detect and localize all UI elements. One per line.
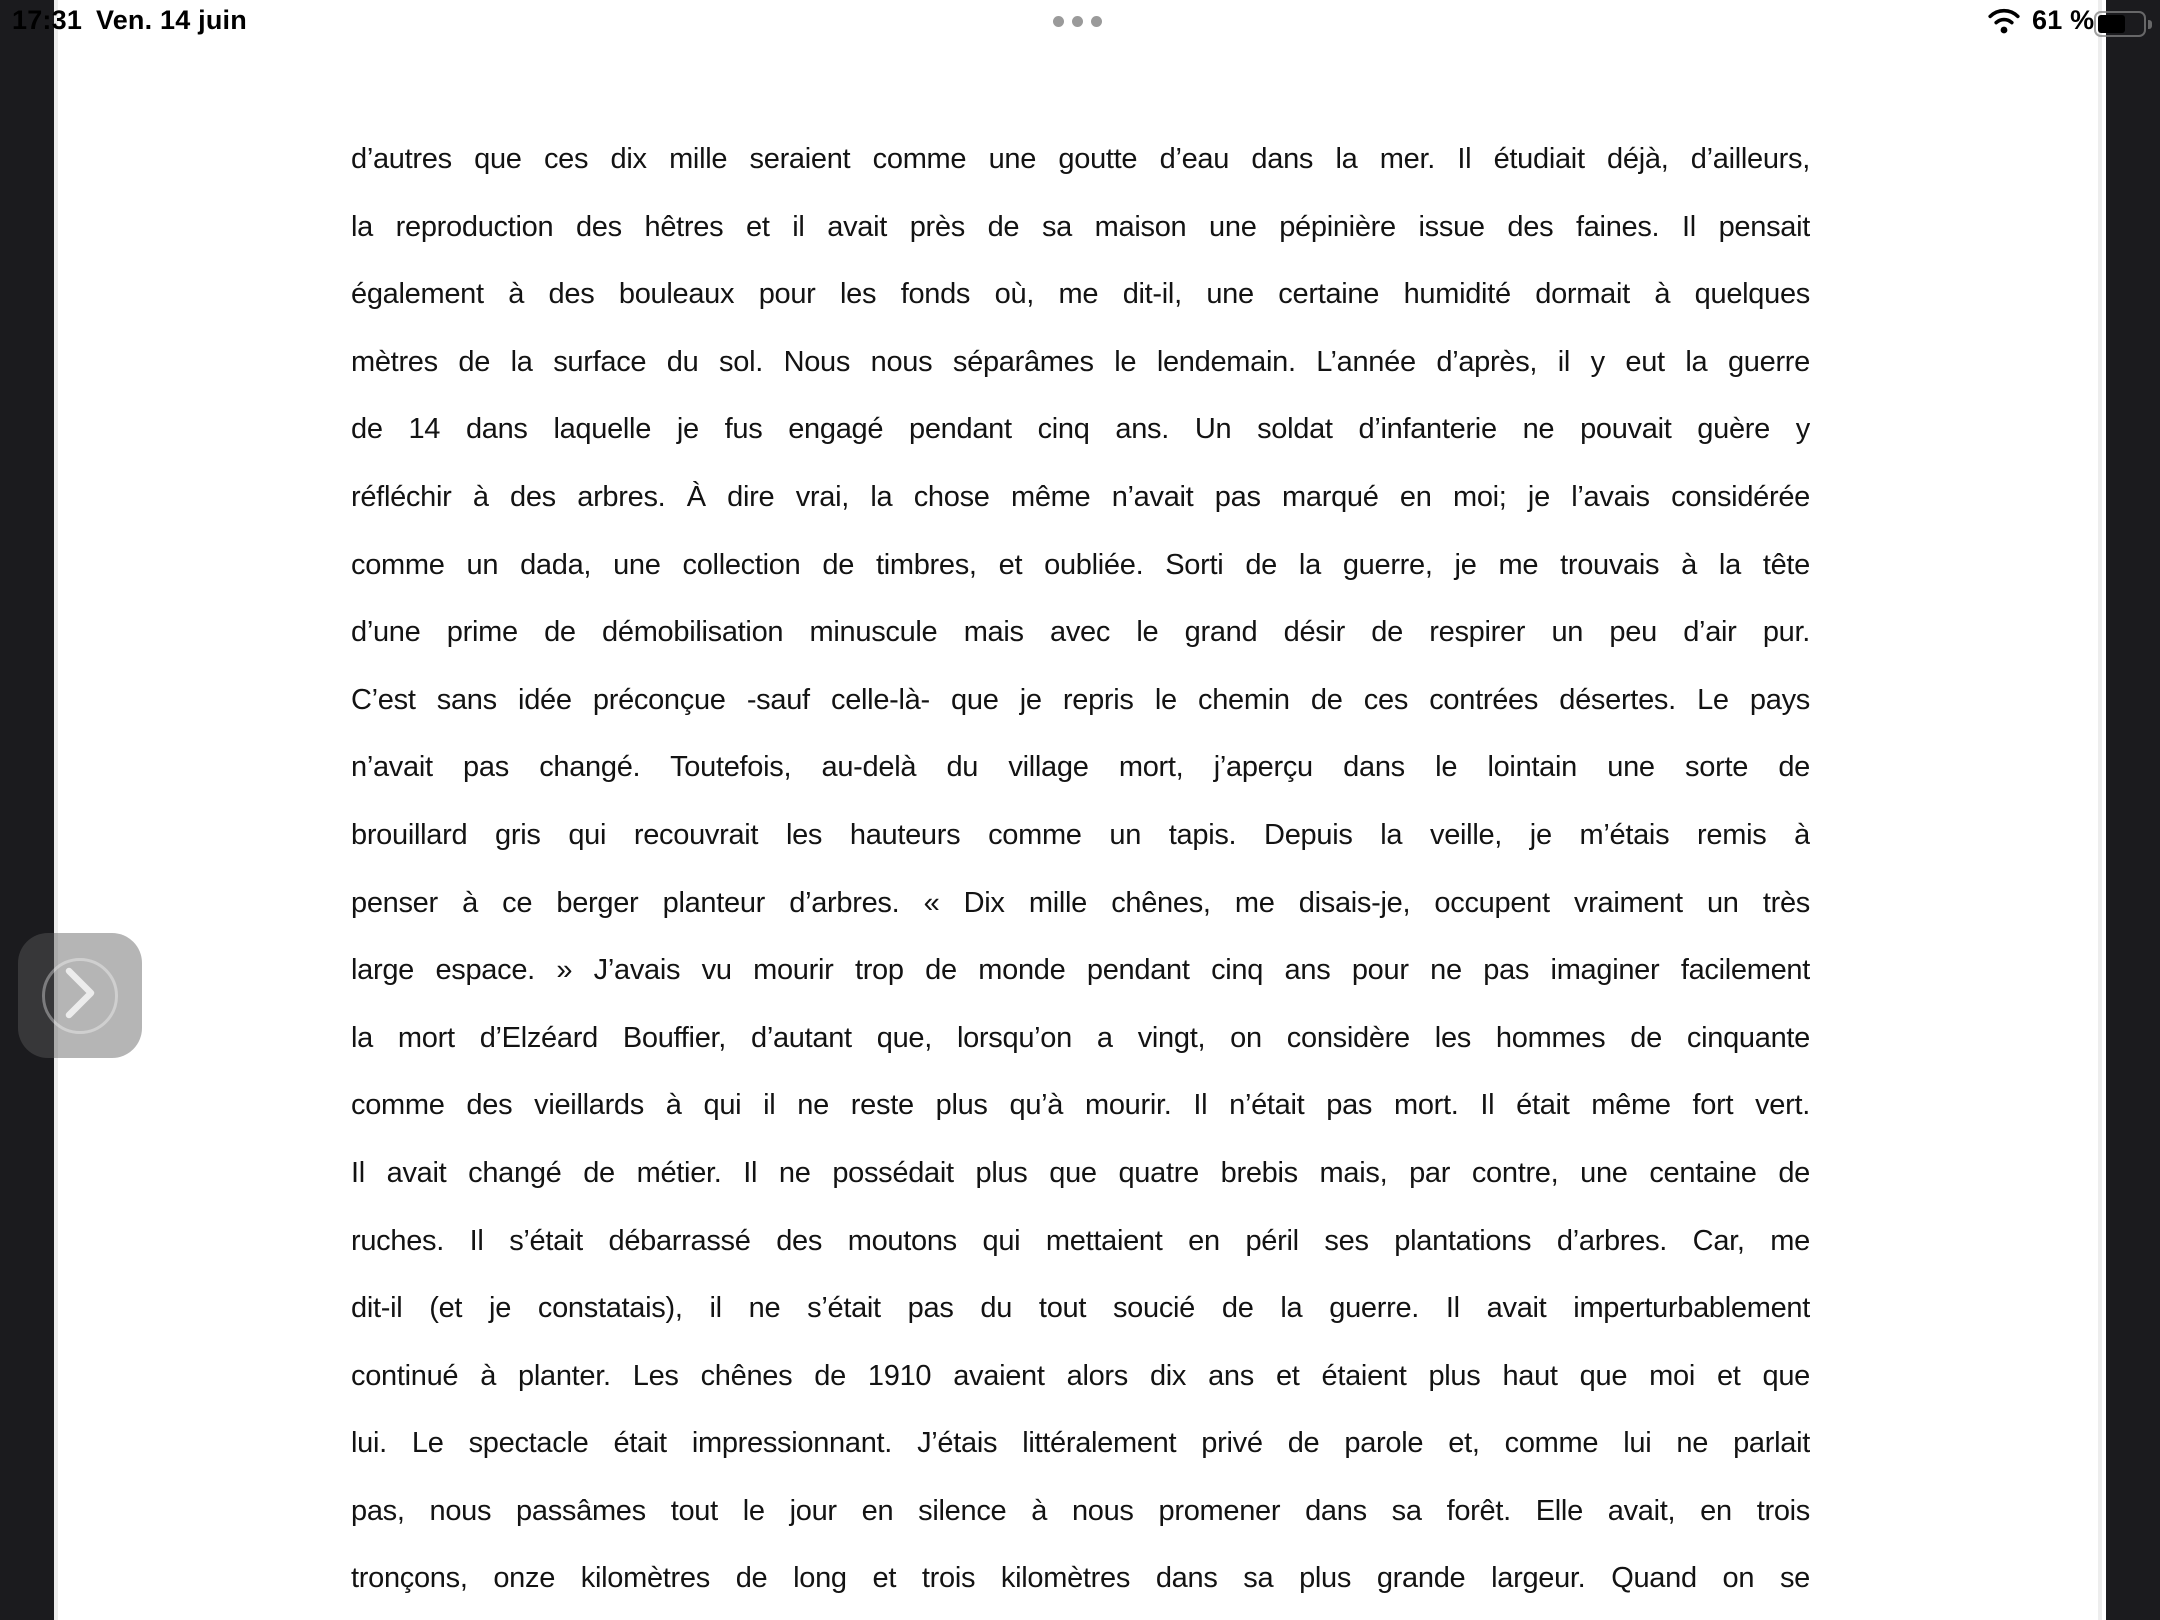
text-line: réfléchir à des arbres. À dire vrai, la chose même n’avait pas marqué en moi; je l’avais considérée	[351, 480, 1810, 513]
page-forward-button[interactable]	[18, 933, 142, 1058]
status-time: 17:31	[12, 5, 83, 35]
battery-percent-label: 61 %	[2032, 5, 2095, 35]
text-line: la mort d’Elzéard Bouffier, d’autant que, lorsqu’on a vingt, on considère les hommes de cinquante	[351, 1021, 1810, 1054]
battery-body	[2094, 11, 2146, 37]
status-date: Ven. 14 juin	[96, 5, 247, 35]
grabber-dot	[1072, 16, 1083, 27]
left-edge-bar	[0, 0, 54, 1620]
text-line: comme des vieillards à qui il ne reste plus qu’à mourir. Il n’était pas mort. Il était même fort vert.	[351, 1089, 1810, 1122]
chevron-right-icon	[60, 962, 100, 1029]
wifi-icon	[1986, 7, 2022, 40]
page-text	[351, 126, 1810, 1613]
grabber-dot	[1091, 16, 1102, 27]
text-line: tronçons, onze kilomètres de long et trois kilomètres dans sa plus grande largeur. Quand on se	[351, 1562, 1810, 1595]
text-line: d’autres que ces dix mille seraient comme une goutte d’eau dans la mer. Il étudiait déjà, d’ailleurs,	[351, 143, 1810, 175]
text-line: n’avait pas changé. Toutefois, au-delà du village mort, j’aperçu dans le lointain une sorte de	[351, 751, 1810, 784]
left-page-edge-line	[54, 0, 58, 1620]
grabber-dot	[1053, 16, 1064, 27]
text-line: mètres de la surface du sol. Nous nous séparâmes le lendemain. L’année d’après, il y eut la guerre	[351, 345, 1810, 378]
text-line: Il avait changé de métier. Il ne possédait plus que quatre brebis mais, par contre, une centaine de	[351, 1156, 1810, 1189]
text-line: comme un dada, une collection de timbres, et oubliée. Sorti de la guerre, je me trouvais à la tête	[351, 548, 1810, 581]
text-line: penser à ce berger planteur d’arbres. « Dix mille chênes, me disais-je, occupent vraiment un très	[351, 886, 1810, 919]
text-line: lui. Le spectacle était impressionnant. J’étais littéralement privé de parole et, comme lui ne parlait	[351, 1427, 1810, 1460]
text-line: la reproduction des hêtres et il avait près de sa maison une pépinière issue des faines. Il pensait	[351, 210, 1810, 243]
text-line: pas, nous passâmes tout le jour en silence à nous promener dans sa forêt. Elle avait, en trois	[351, 1494, 1810, 1527]
right-edge-bar	[2106, 0, 2160, 1620]
text-line: d’une prime de démobilisation minuscule mais avec le grand désir de respirer un peu d’air pur.	[351, 616, 1810, 649]
multitask-grabber-icon[interactable]	[1053, 16, 1102, 27]
text-line: ruches. Il s’était débarrassé des moutons qui mettaient en péril ses plantations d’arbres. Car, me	[351, 1224, 1810, 1257]
right-page-edge-line	[2098, 0, 2102, 1620]
text-line: de 14 dans laquelle je fus engagé pendant cinq ans. Un soldat d’infanterie ne pouvait guère y	[351, 413, 1810, 446]
text-line: également à des bouleaux pour les fonds où, me dit-il, une certaine humidité dormait à quelques	[351, 278, 1810, 311]
text-line: large espace. » J’avais vu mourir trop de monde pendant cinq ans pour ne pas imaginer facilement	[351, 954, 1810, 987]
text-line: C’est sans idée préconçue -sauf celle-là- que je repris le chemin de ces contrées désertes. Le pays	[351, 683, 1810, 716]
text-line: continué à planter. Les chênes de 1910 avaient alors dix ans et étaient plus haut que moi et que	[351, 1359, 1810, 1392]
text-line: dit-il (et je constatais), il ne s’était pas du tout soucié de la guerre. Il avait imperturbablement	[351, 1292, 1810, 1325]
battery-icon	[2094, 11, 2152, 37]
text-line: brouillard gris qui recouvrait les hauteurs comme un tapis. Depuis la veille, je m’étais remis à	[351, 818, 1810, 851]
battery-nub	[2148, 20, 2152, 29]
battery-fill	[2098, 15, 2125, 33]
nav-circle	[42, 958, 118, 1034]
